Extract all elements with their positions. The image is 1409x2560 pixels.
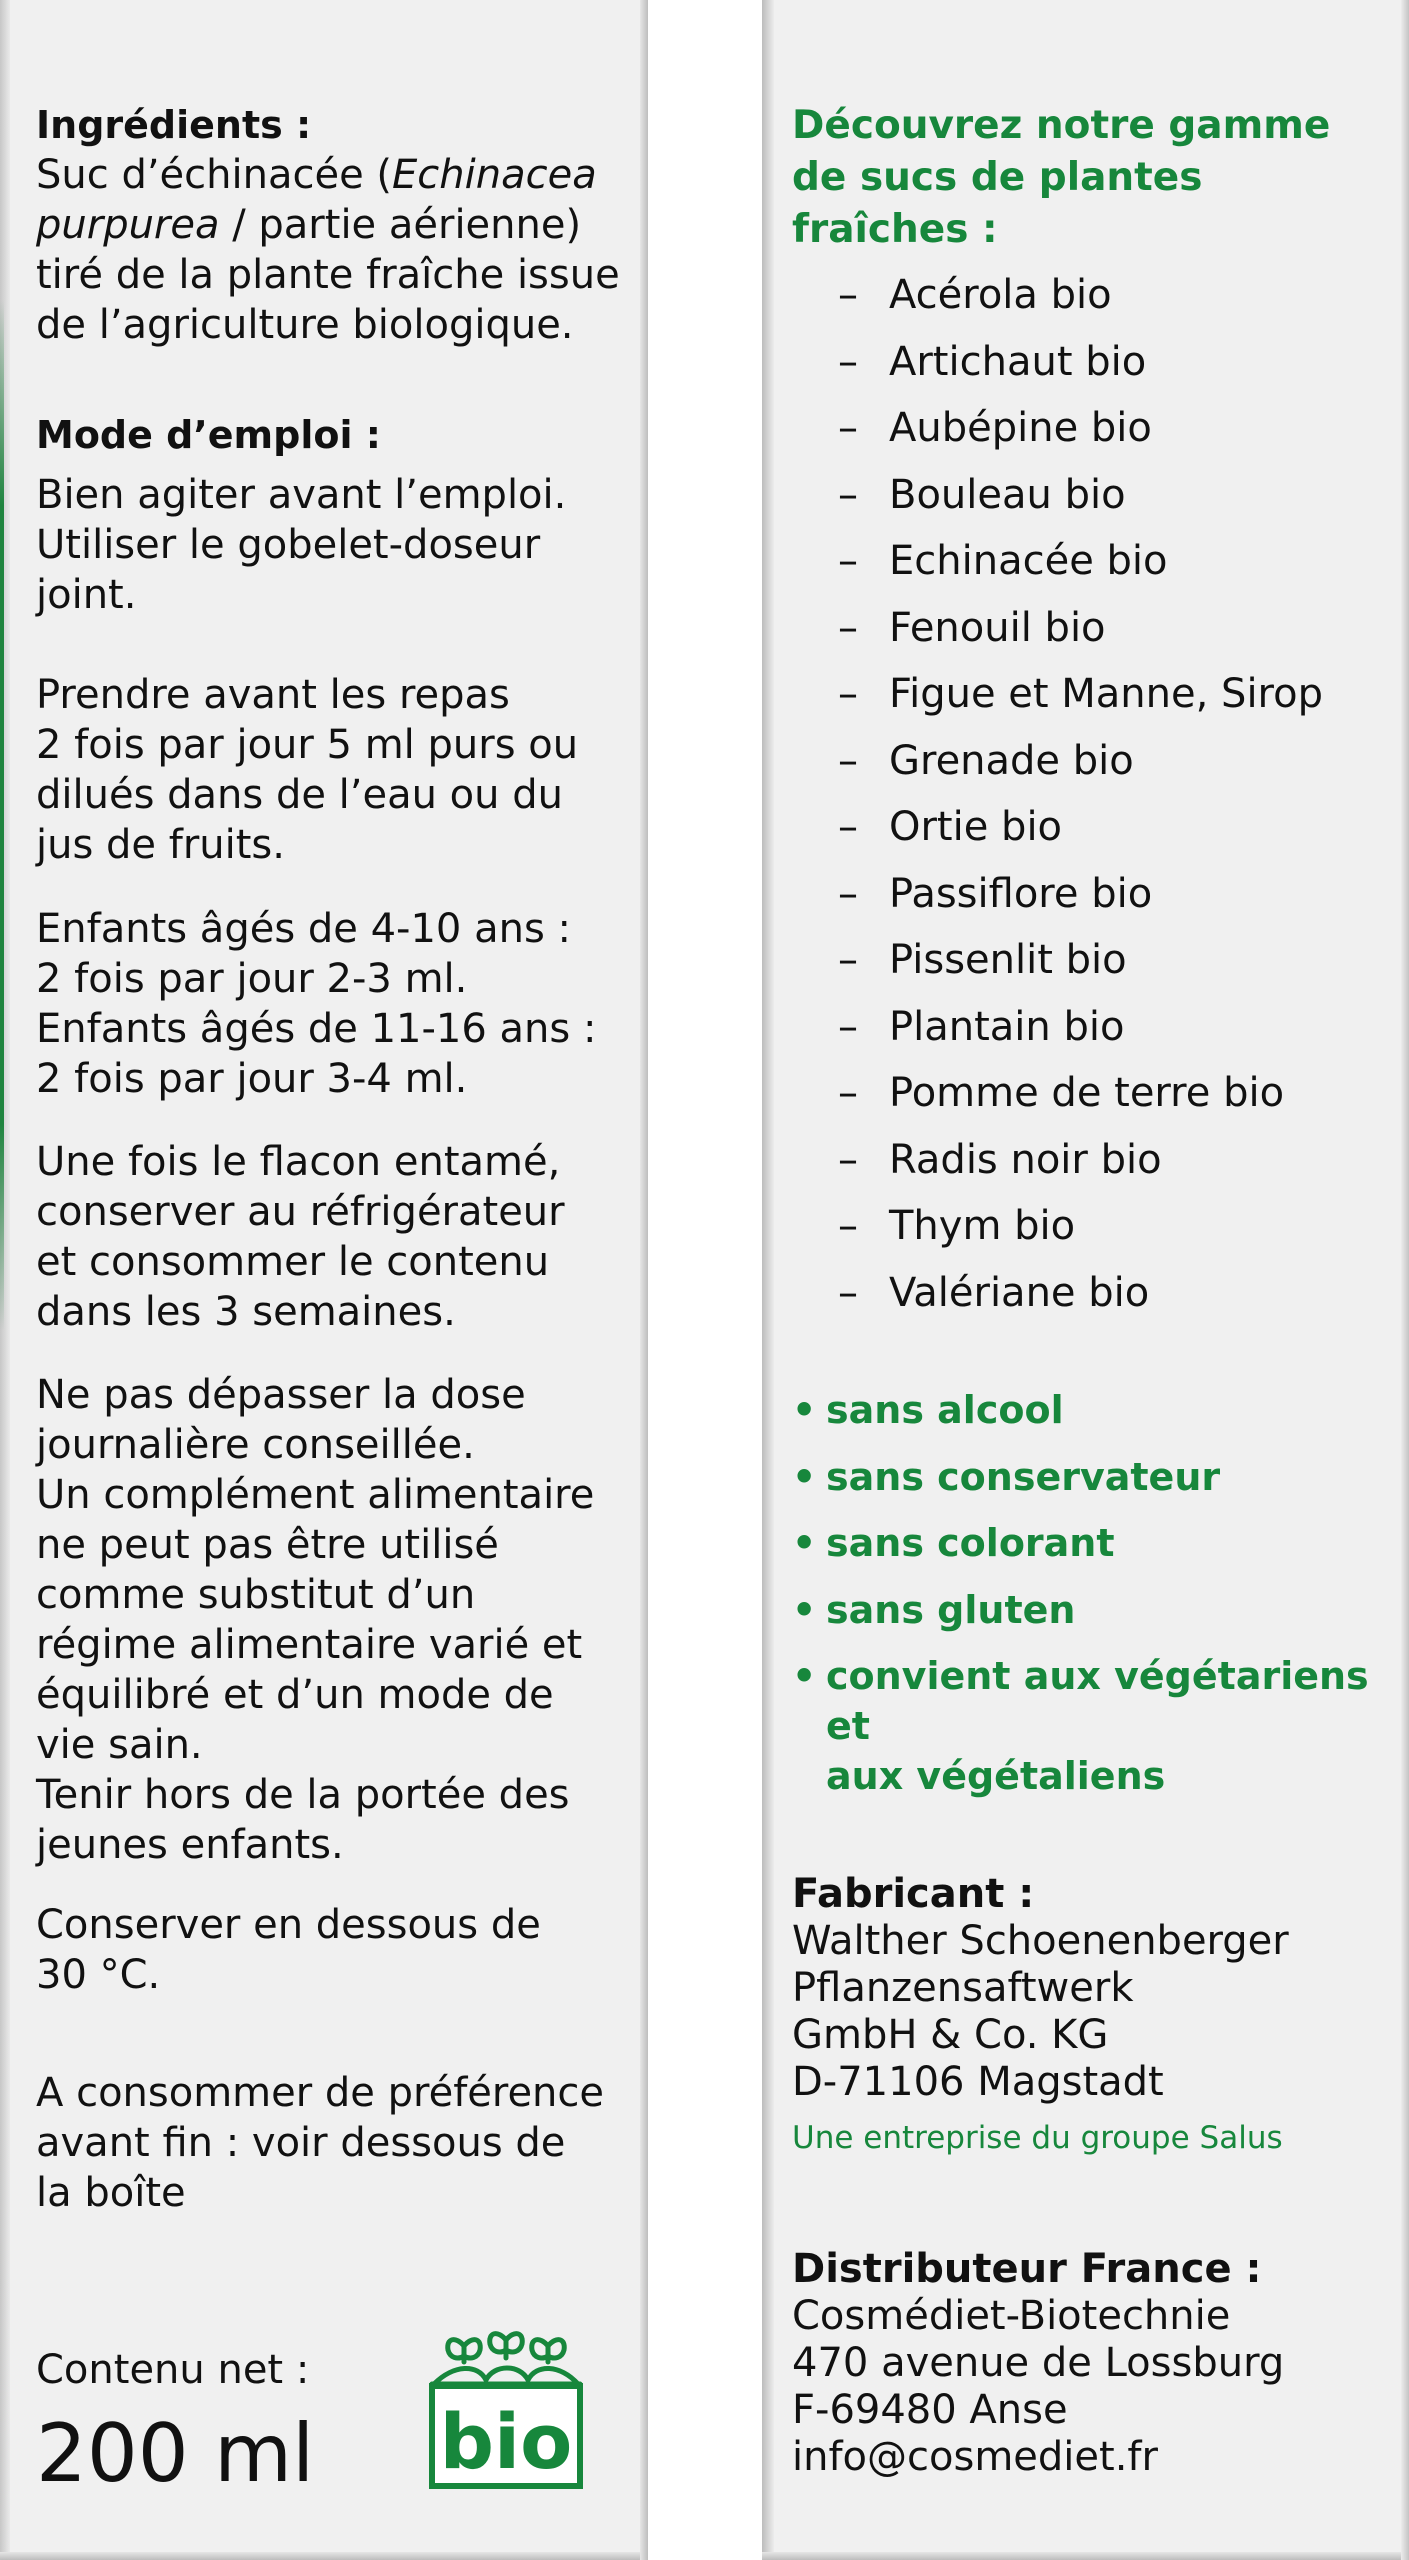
organic-leaves-icon bbox=[424, 2328, 588, 2492]
net-content-value: 200 ml bbox=[36, 2407, 315, 2500]
list-item: – Valériane bio bbox=[838, 1269, 1150, 1316]
claim-item: • convient aux végétariens et aux végétaliens bbox=[792, 1654, 1369, 1798]
ingredients-section bbox=[36, 100, 636, 350]
claim-item: • sans colorant bbox=[792, 1521, 1115, 1565]
list-item: – Ortie bio bbox=[838, 804, 1063, 850]
edge-stripe bbox=[0, 300, 4, 1330]
list-item: – Plantain bio bbox=[838, 1003, 1125, 1050]
distributor-section bbox=[792, 2245, 1392, 2481]
list-item: – Aubépine bio bbox=[838, 405, 1152, 451]
distributor-heading: Distributeur France : bbox=[792, 2246, 1262, 2292]
bio-logo-text: bio bbox=[439, 2397, 573, 2486]
claim-item: • sans gluten bbox=[792, 1587, 1076, 1632]
manufacturer-heading: Fabricant : bbox=[792, 1871, 1035, 1917]
list-item: – Bouleau bio bbox=[838, 471, 1126, 518]
manufacturer-section bbox=[792, 1870, 1392, 2158]
usage-paragraph: Prendre avant les repas 2 fois par jour 5 ml purs ou dilués dans de l’eau ou du jus de fruits. bbox=[36, 672, 579, 868]
manufacturer-address: Walther Schoenenberger Pflanzensaftwerk GmbH & Co. KG D-71106 Magstadt bbox=[792, 1918, 1289, 2105]
usage-heading: Mode d’emploi : bbox=[36, 413, 381, 457]
claims-list bbox=[792, 1385, 1392, 1818]
distributor-address: Cosmédiet-Biotechnie 470 avenue de Lossburg F-69480 Anse info@cosmediet.fr bbox=[792, 2293, 1285, 2480]
list-item: – Pomme de terre bio bbox=[838, 1070, 1285, 1116]
claim-item: • sans conservateur bbox=[792, 1454, 1221, 1499]
right-panel bbox=[762, 0, 1409, 2560]
list-item: – Echinacée bio bbox=[838, 538, 1168, 584]
usage-paragraph: Enfants âgés de 4-10 ans : 2 fois par jour 2-3 ml. Enfants âgés de 11-16 ans : 2 fois par jour 3-4 ml. bbox=[36, 906, 597, 1102]
usage-paragraph: Conserver en dessous de 30 °C. bbox=[36, 1902, 541, 1998]
list-item: – Grenade bio bbox=[838, 737, 1134, 784]
list-item: – Acérola bio bbox=[838, 272, 1112, 318]
usage-paragraph: Une fois le flacon entamé, conserver au réfrigérateur et consommer le contenu dans les 3 semaines. bbox=[36, 1139, 565, 1335]
usage-paragraph: Bien agiter avant l’emploi. Utiliser le gobelet-doseur joint. bbox=[36, 472, 567, 618]
usage-heading-block bbox=[36, 410, 636, 460]
usage-paragraph: A consommer de préférence avant fin : voir dessous de la boîte bbox=[36, 2070, 605, 2216]
range-list bbox=[792, 262, 1392, 1326]
range-title: Découvrez notre gamme de sucs de plantes fraîches : bbox=[792, 103, 1331, 252]
list-item: – Passiflore bio bbox=[838, 870, 1153, 917]
list-item: – Fenouil bio bbox=[838, 604, 1106, 651]
claim-item: • sans alcool bbox=[792, 1388, 1064, 1432]
bottom-edge bbox=[0, 2552, 648, 2560]
ingredients-heading: Ingrédients : bbox=[36, 103, 312, 147]
list-item: – Radis noir bio bbox=[838, 1136, 1162, 1183]
list-item: – Thym bio bbox=[838, 1203, 1076, 1249]
group-note: Une entreprise du groupe Salus bbox=[792, 2120, 1283, 2156]
bottom-edge bbox=[762, 2552, 1409, 2560]
usage-paragraph: Ne pas dépasser la dose journalière conseillée. Un complément alimentaire ne peut pas être utilisé comme substitut d’un régime alimentaire varié et équilibré et d’un mode de vie sain. Tenir hors de la portée des jeunes enfants. bbox=[36, 1372, 595, 1868]
list-item: – Artichaut bio bbox=[838, 338, 1147, 385]
list-item: – Figue et Manne, Sirop bbox=[838, 671, 1323, 717]
ingredients-text: Suc d’échinacée (Echinacea purpurea / partie aérienne) tiré de la plante fraîche issue de l’agriculture biologique. bbox=[36, 152, 620, 348]
edge-stripe bbox=[1404, 300, 1409, 1250]
net-content-label: Contenu net : bbox=[36, 2347, 310, 2393]
list-item: – Pissenlit bio bbox=[838, 937, 1127, 983]
left-panel bbox=[0, 0, 648, 2560]
distributor-email[interactable]: info@cosmediet.fr bbox=[792, 2434, 1158, 2480]
